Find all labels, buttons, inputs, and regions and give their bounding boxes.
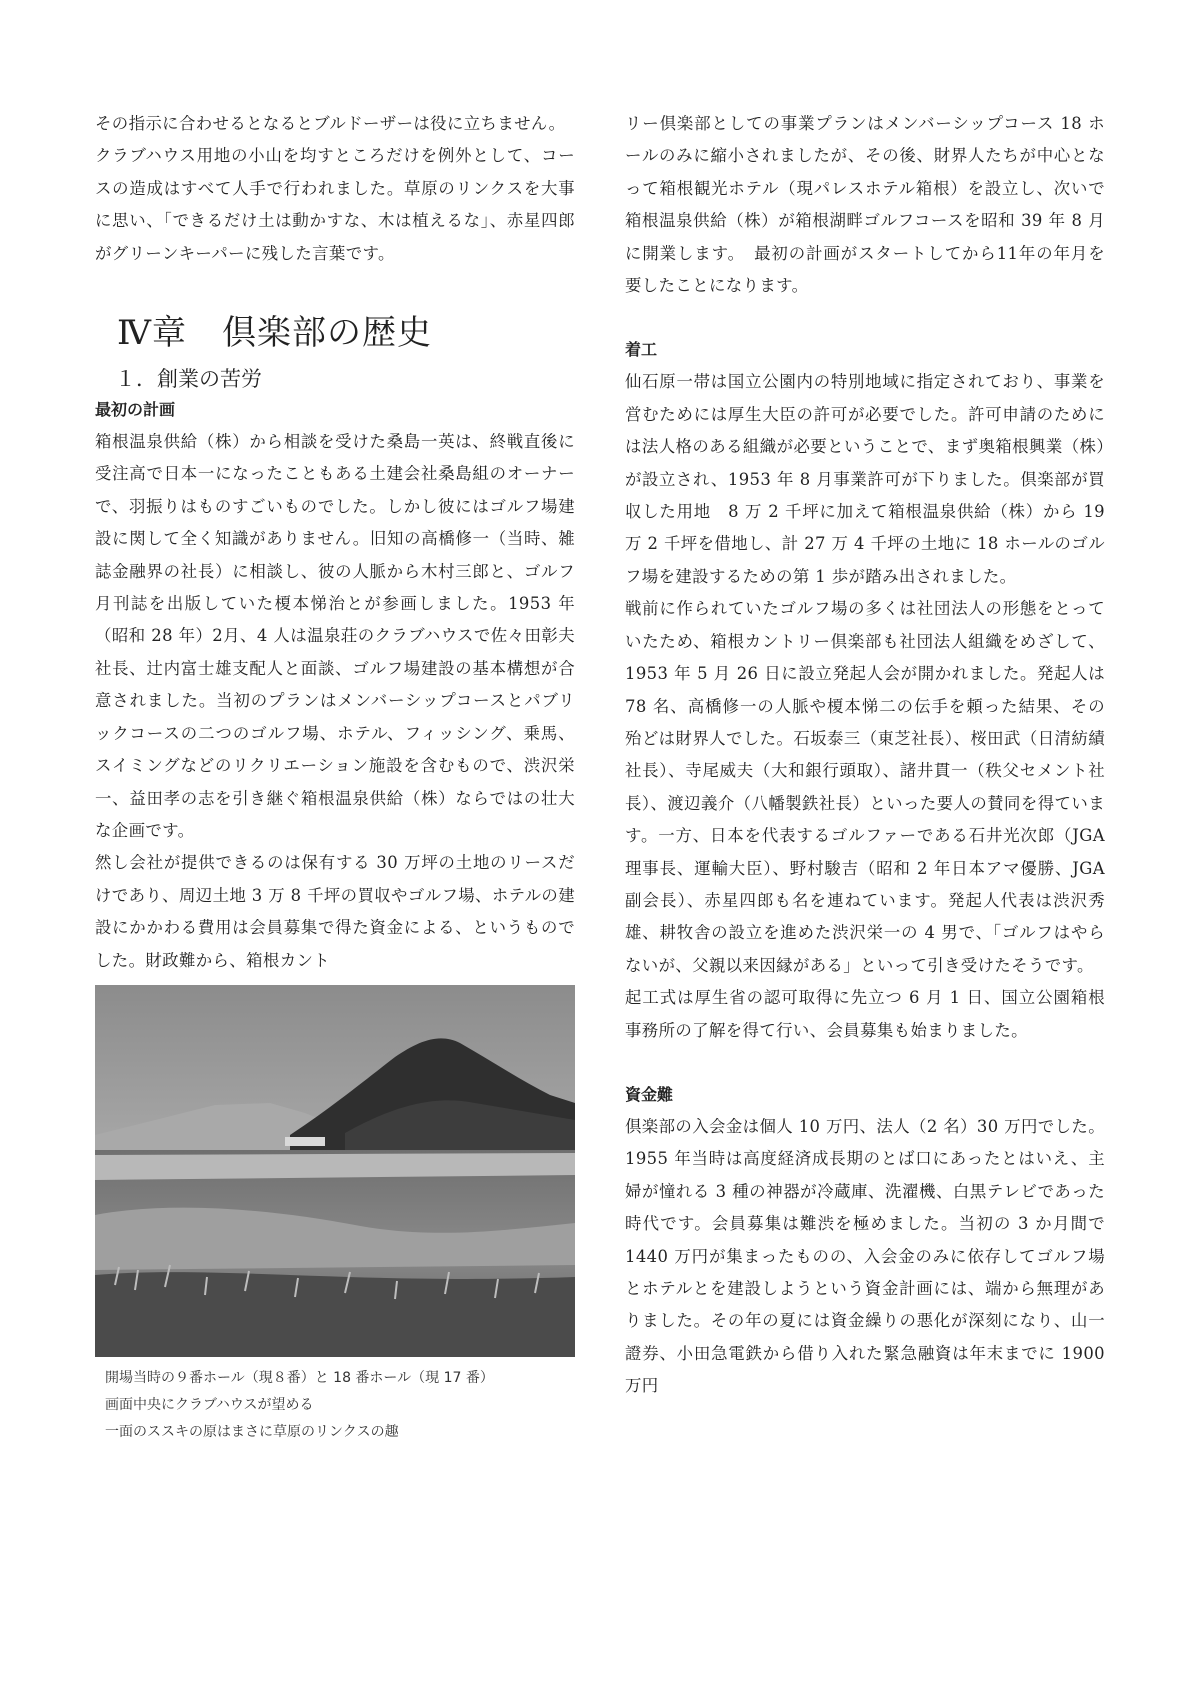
subheading-funding-difficulty: 資金難 [625,1084,674,1104]
golf-course-photo [95,985,575,1357]
spacer [625,302,1105,334]
left-paragraph-4: 然し会社が提供できるのは保有する 30 万坪の土地のリースだけであり、周辺土地 3 万 8 千坪の買収やゴルフ場、ホテルの建設にかかわる費用は会員募集で得た資金による、というものでした。財政難から、箱根カント [95,853,575,970]
section-title: １．創業の苦労 [115,367,262,392]
right-column [625,108,1105,1403]
chapter-title: Ⅳ章 倶楽部の歴史 [117,313,432,354]
subheading-construction: 着工 [625,340,658,360]
left-paragraph-1: その指示に合わせるとなるとブルドーザーは役に立ちません。 [95,114,566,133]
caption-line-1: 開場当時の９番ホール（現８番）と 18 番ホール（現 17 番） [105,1369,494,1386]
right-paragraph-2: 仙石原一帯は国立公園内の特別地域に指定されており、事業を営むためには厚生大臣の許可が必要でした。許可申請のためには法人格のある組織が必要ということで、まず奥箱根興業（株）が設立され、1953 年 8 月事業許可が下りました。倶楽部が買収した用地 8 万 2 千坪に加えて箱根温泉供給（株）から 19 万 2 千坪を借地し、計 27 万 4 千坪の土地に 18 ホールのゴルフ場を建設するための第 1 歩が踏み出されました。 [625,372,1105,586]
subheading-first-plan: 最初の計画 [95,400,176,420]
right-paragraph-1: リー倶楽部としての事業プランはメンバーシップコース 18 ホールのみに縮小されましたが、その後、財界人たちが中心となって箱根観光ホテル（現パレスホテル箱根）を設立し、次いで箱根温泉供給（株）が箱根湖畔ゴルフコースを昭和 39 年 8 月に開業します。 最初の計画がスタートしてから11年の年月を要したことになります。 [625,114,1105,296]
right-paragraph-5: 倶楽部の入会金は個人 10 万円、法人（2 名）30 万円でした。1955 年当時は高度経済成長期のとば口にあったとはいえ、主婦が憧れる 3 種の神器が冷蔵庫、洗濯機、白黒テレビであった時代です。会員募集は難渋を極めました。当初の 3 か月間で 1440 万円が集まったものの、入会金のみに依存してゴルフ場とホテルとを建設しようという資金計画には、端から無理がありました。その年の夏には資金繰りの悪化が深刻になり、山一證券、小田急電鉄から借り入れた緊急融資は年末までに 1900 万円 [625,1116,1105,1396]
left-paragraph-3: 箱根温泉供給（株）から相談を受けた桑島一英は、終戦直後に受注高で日本一になったこともある土建会社桑島組のオーナーで、羽振りはものすごいものでした。しかし彼にはゴルフ場建設に関して全く知識がありません。旧知の高橋修一（当時、雑誌金融界の社長）に相談し、彼の人脈から木村三郎と、ゴルフ月刊誌を出版していた榎本悌治とが参画しました。1953 年（昭和 28 年）2月、4 人は温泉荘のクラブハウスで佐々田彰夫社長、辻内富士雄支配人と面談、ゴルフ場建設の基本構想が合意されました。当初のプランはメンバーシップコースとパブリックコースの二つのゴルフ場、ホテル、フィッシング、乗馬、スイミングなどのリクリエーション施設を含むもので、渋沢栄一、益田孝の志を引き継ぐ箱根温泉供給（株）ならではの壮大な企画です。 [95,432,575,840]
spacer [625,1047,1105,1079]
right-paragraph-3: 戦前に作られていたゴルフ場の多くは社団法人の形態をとっていたため、箱根カントリー倶楽部も社団法人組織をめざして、1953 年 5 月 26 日に設立発起人会が開かれました。発起人は 78 名、高橋修一の人脈や榎本悌二の伝手を頼った結果、その殆どは財界人でした。石坂泰三（東芝社長）、桜田武（日清紡績社長）、寺尾威夫（大和銀行頭取）、諸井貫一（秩父セメント社長）、渡辺義介（八幡製鉄社長）といった要人の賛同を得ています。一方、日本を代表するゴルファーである石井光次郎（JGA理事長、運輸大臣）、野村駿吉（昭和 2 年日本アマ優勝、JGA 副会長）、赤星四郎も名を連ねています。発起人代表は渋沢秀雄、耕牧舎の設立を進めた渋沢栄一の 4 男で、「ゴルフはやらないが、父親以来因縁がある」といって引き受けたそうです。 [625,599,1105,975]
left-paragraph-2: クラブハウス用地の小山を均すところだけを例外として、コースの造成はすべて人手で行われました。草原のリンクスを大事に思い、「できるだけ土は動かすな、木は植えるな」、赤星四郎がグリーンキーパーに残した言葉です。 [95,146,575,263]
left-column [95,108,575,1446]
photo-caption [105,1365,575,1446]
caption-line-3: 一面のススキの原はまさに草原のリンクスの趣 [105,1423,399,1440]
right-paragraph-4: 起工式は厚生省の認可取得に先立つ 6 月 1 日、国立公園箱根事務所の了解を得て行い、会員募集も始まりました。 [625,988,1105,1040]
caption-line-2: 画面中央にクラブハウスが望める [105,1396,314,1413]
